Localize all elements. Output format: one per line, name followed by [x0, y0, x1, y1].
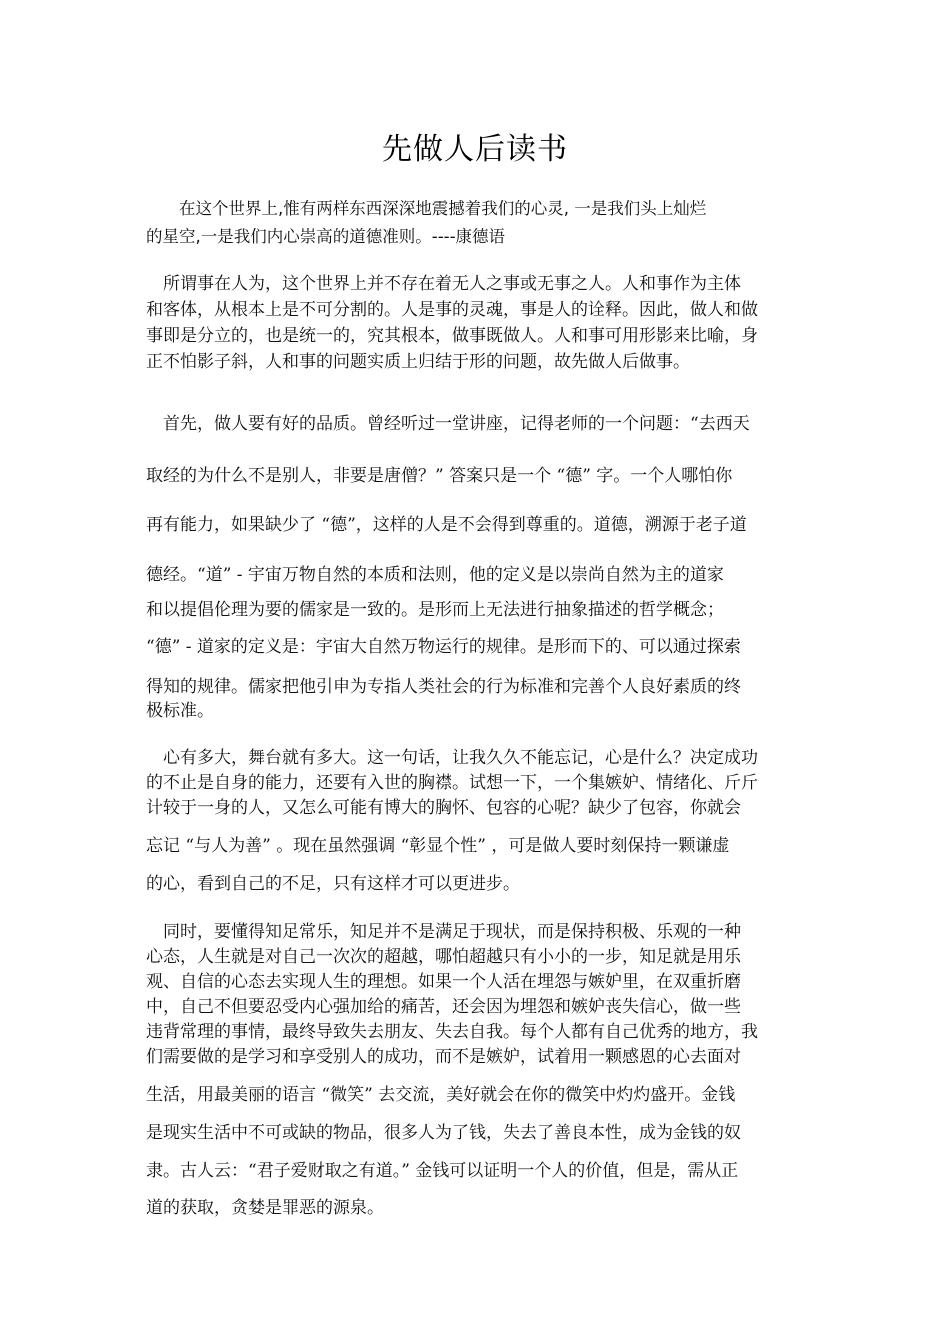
paragraph-line: 隶。古人云：“君子爱财取之有道。” 金钱可以证明一个人的价值，但是，需从正 [146, 1161, 739, 1181]
paragraph-line: 极标准。 [146, 701, 214, 721]
paragraph-line: 计较于一身的人，又怎么可能有博大的胸怀、包容的心呢？缺少了包容，你就会 [146, 798, 741, 818]
paragraph-line: 中，自己不但要忍受内心强加给的痛苦，还会因为埋怨和嫉妒丧失信心，做一些 [146, 997, 741, 1017]
document-title: 先做人后读书 [382, 132, 568, 167]
paragraph-line: 的心，看到自己的不足，只有这样才可以更进步。 [146, 874, 520, 894]
quote-line: 的星空,一是我们内心崇高的道德准则。----康德语 [146, 227, 506, 246]
paragraph-line: 得知的规律。儒家把他引申为专指人类社会的行为标准和完善个人良好素质的终 [146, 677, 741, 697]
paragraph-line: 再有能力，如果缺少了 “德”，这样的人是不会得到尊重的。道德，溯源于老子道 [146, 515, 747, 535]
paragraph-line: 和以提倡伦理为要的儒家是一致的。是形而上无法进行抽象描述的哲学概念； [146, 600, 724, 620]
paragraph-line: 取经的为什么不是别人，非要是唐僧？” 答案只是一个 “德” 字。一个人哪怕你 [146, 466, 733, 486]
paragraph-line: 是现实生活中不可或缺的物品，很多人为了钱，失去了善良本性，成为金钱的奴 [146, 1123, 741, 1143]
paragraph-line: 首先，做人要有好的品质。曾经听过一堂讲座，记得老师的一个问题：“去西天 [146, 414, 750, 434]
paragraph-line: 的不止是自身的能力，还要有入世的胸襟。试想一下，一个集嫉妒、情绪化、斤斤 [146, 773, 758, 793]
paragraph-line: 所谓事在人为，这个世界上并不存在着无人之事或无事之人。人和事作为主体 [146, 274, 741, 294]
paragraph-line: 事即是分立的，也是统一的，究其根本，做事既做人。人和事可用形影来比喻，身 [146, 326, 758, 346]
paragraph-line: 违背常理的事情，最终导致失去朋友、失去自我。每个人都有自己优秀的地方，我 [146, 1022, 758, 1042]
quote-line: 在这个世界上,惟有两样东西深深地震撼着我们的心灵, 一是我们头上灿烂 [146, 199, 707, 218]
paragraph-line: 正不怕影子斜，人和事的问题实质上归结于形的问题，故先做人后做事。 [146, 352, 690, 372]
paragraph-line: 心有多大，舞台就有多大。这一句话，让我久久不能忘记，心是什么？决定成功 [146, 748, 758, 768]
paragraph-line: “德” - 道家的定义是：宇宙大自然万物运行的规律。是形而下的、可以通过探索 [146, 637, 741, 657]
paragraph-line: 忘记 “与人为善” 。现在虽然强调 “彰显个性” ，可是做人要时刻保持一颗谦虚 [146, 836, 730, 856]
paragraph-line: 观、自信的心态去实现人生的理想。如果一个人活在埋怨与嫉妒里，在双重折磨 [146, 972, 741, 992]
paragraph-line: 们需要做的是学习和享受别人的成功，而不是嫉妒，试着用一颗感恩的心去面对 [146, 1047, 741, 1067]
paragraph-line: 生活，用最美丽的语言 “微笑” 去交流，美好就会在你的微笑中灼灼盛开。金钱 [146, 1085, 736, 1105]
paragraph-line: 心态，人生就是对自己一次次的超越，哪怕超越只有小小的一步，知足就是用乐 [146, 947, 741, 967]
paragraph-line: 同时，要懂得知足常乐，知足并不是满足于现状，而是保持积极、乐观的一种 [146, 922, 741, 942]
paragraph-line: 和客体，从根本上是不可分割的。人是事的灵魂，事是人的诠释。因此，做人和做 [146, 300, 758, 320]
paragraph-line: 德经。“道” - 宇宙万物自然的本质和法则，他的定义是以崇尚自然为主的道家 [146, 565, 724, 585]
paragraph-line: 道的获取，贪婪是罪恶的源泉。 [146, 1198, 384, 1218]
